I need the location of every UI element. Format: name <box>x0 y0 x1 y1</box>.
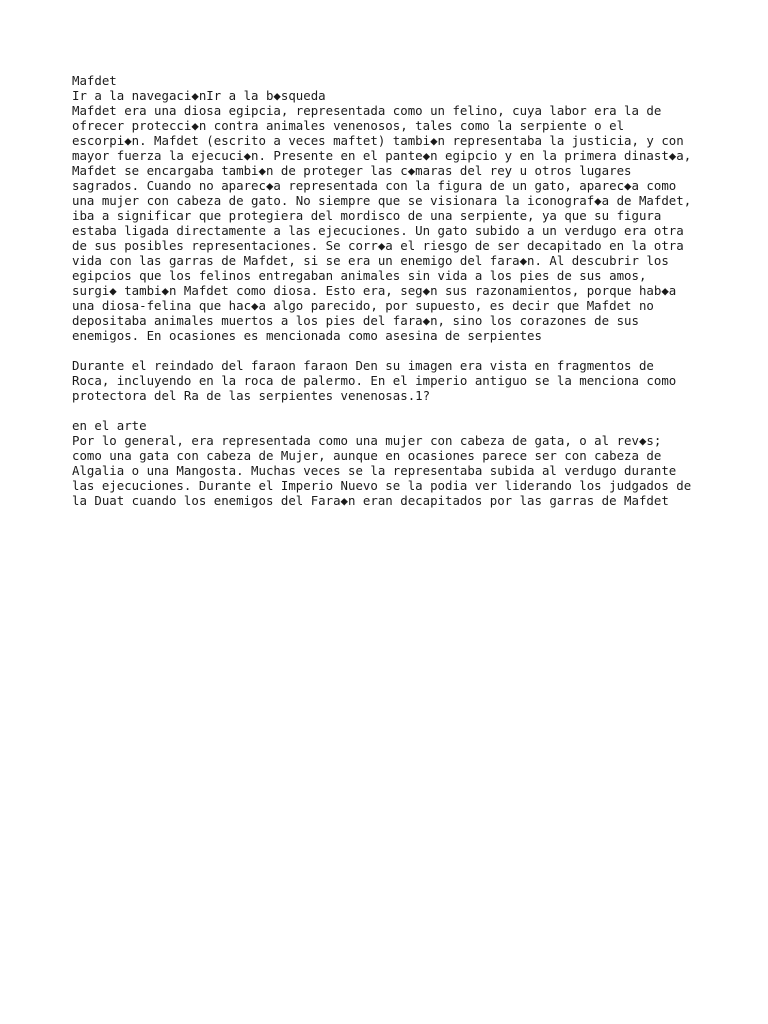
paragraph-line: Algalia o una Mangosta. Muchas veces se la representaba subida al verdugo durante <box>72 463 677 478</box>
paragraph-line: como una gata con cabeza de Mujer, aunque en ocasiones parece ser con cabeza de <box>72 448 662 463</box>
paragraph-line: vida con las garras de Mafdet, si se era un enemigo del fara◆n. Al descubrir los <box>72 253 669 268</box>
paragraph-intro <box>72 103 712 343</box>
paragraph-line: las ejecuciones. Durante el Imperio Nuevo se la podia ver liderando los judgados de <box>72 478 692 493</box>
paragraph-line: sagrados. Cuando no aparec◆a representada con la figura de un gato, aparec◆a como <box>72 178 677 193</box>
paragraph-line: Durante el reindado del faraon faraon Den su imagen era vista en fragmentos de <box>72 358 654 373</box>
paragraph-spacer <box>72 403 712 418</box>
paragraph-line: una mujer con cabeza de gato. No siempre que se visionara la iconograf◆a de Mafdet, <box>72 193 692 208</box>
paragraph-line: Roca, incluyendo en la roca de palermo. En el imperio antiguo se la menciona como <box>72 373 677 388</box>
document-page <box>72 73 712 508</box>
paragraph-line: depositaba animales muertos a los pies del fara◆n, sino los corazones de sus <box>72 313 639 328</box>
paragraph-line: Mafdet era una diosa egipcia, representada como un felino, cuya labor era la de <box>72 103 662 118</box>
paragraph-line: enemigos. En ocasiones es mencionada como asesina de serpientes <box>72 328 542 343</box>
paragraph-line: ofrecer protecci◆n contra animales venenosos, tales como la serpiente o el <box>72 118 625 133</box>
paragraph-line: egipcios que los felinos entregaban animales sin vida a los pies de sus amos, <box>72 268 647 283</box>
paragraph-spacer <box>72 343 712 358</box>
paragraph-line: Por lo general, era representada como una mujer con cabeza de gata, o al rev◆s; <box>72 433 662 448</box>
paragraph-line: surgi◆ tambi◆n Mafdet como diosa. Esto era, seg◆n sus razonamientos, porque hab◆a <box>72 283 677 298</box>
paragraph-line: protectora del Ra de las serpientes venenosas.1? <box>72 388 431 403</box>
paragraph-line: Mafdet se encargaba tambi◆n de proteger las c◆maras del rey u otros lugares <box>72 163 632 178</box>
paragraph-line: una diosa-felina que hac◆a algo parecido, por supuesto, es decir que Mafdet no <box>72 298 654 313</box>
paragraph-line: la Duat cuando los enemigos del Fara◆n eran decapitados por las garras de Mafdet <box>72 493 669 508</box>
section-heading: en el arte <box>72 418 147 433</box>
document-title: Mafdet <box>72 73 117 88</box>
paragraph-line: iba a significar que protegiera del mordisco de una serpiente, ya que su figura <box>72 208 662 223</box>
paragraph-reign <box>72 358 712 403</box>
paragraph-line: mayor fuerza la ejecuci◆n. Presente en el pante◆n egipcio y en la primera dinast◆a, <box>72 148 692 163</box>
paragraph-line: escorpi◆n. Mafdet (escrito a veces maftet) tambi◆n representaba la justicia, y con <box>72 133 684 148</box>
paragraph-art <box>72 433 712 508</box>
paragraph-line: estaba ligada directamente a las ejecuciones. Un gato subido a un verdugo era otra <box>72 223 684 238</box>
navigation-links-line: Ir a la navegaci◆nIr a la b◆squeda <box>72 88 326 103</box>
paragraph-line: de sus posibles representaciones. Se corr◆a el riesgo de ser decapitado en la otra <box>72 238 684 253</box>
